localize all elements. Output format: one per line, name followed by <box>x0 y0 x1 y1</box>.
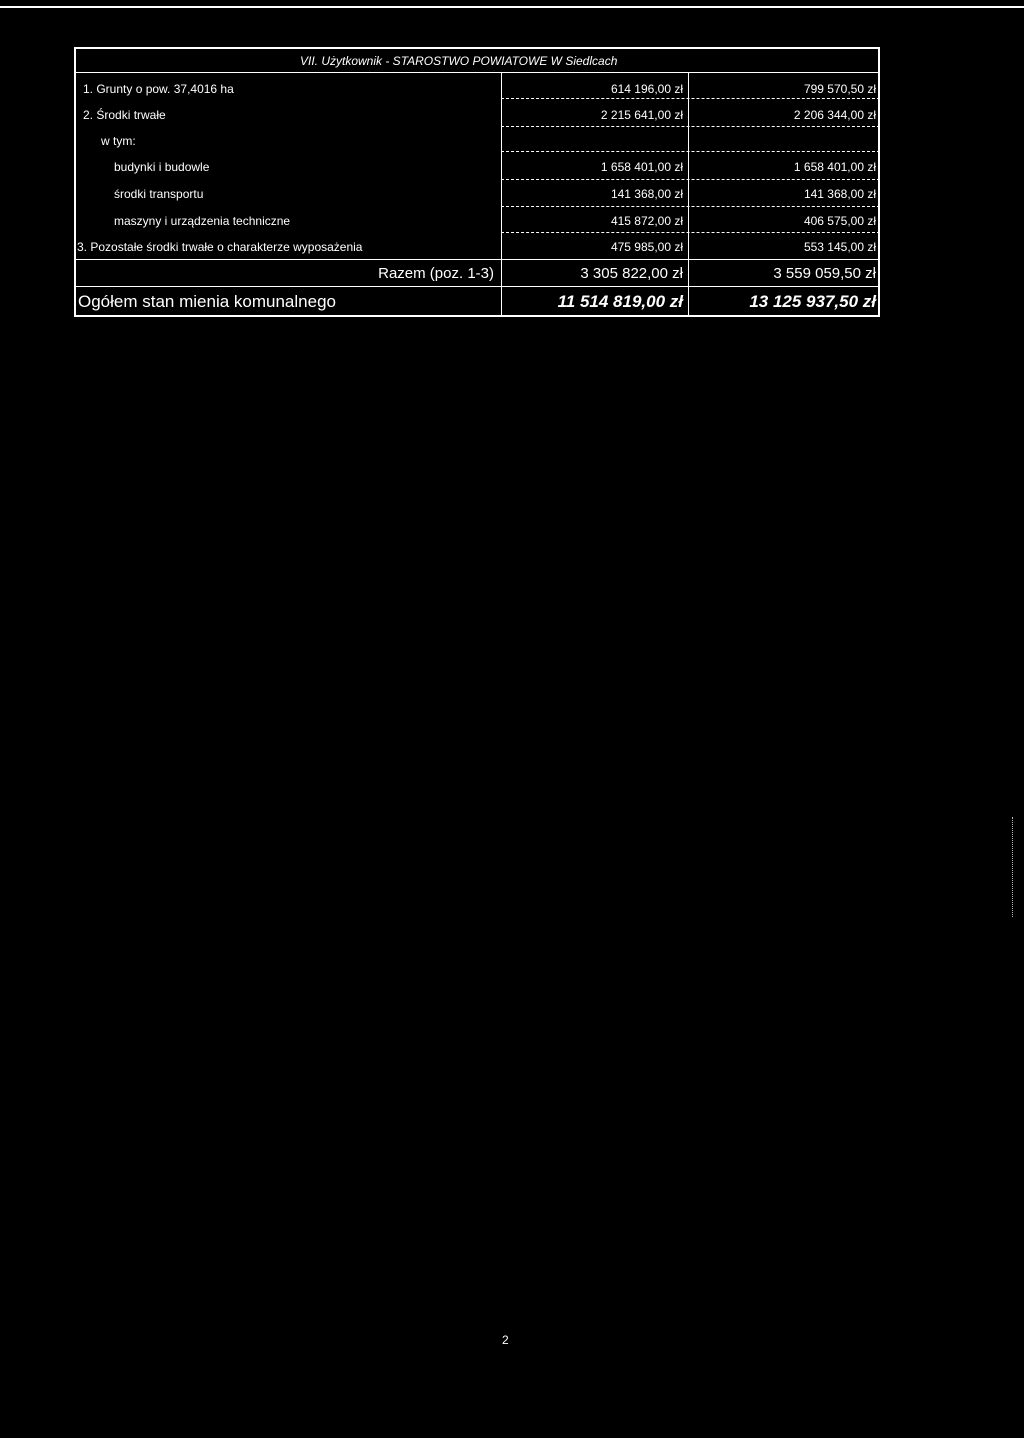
row-label: maszyny i urządzenia techniczne <box>114 214 291 228</box>
page-number: 2 <box>502 1333 509 1347</box>
grand-total-value-2: 13 125 937,50 zł <box>749 292 876 311</box>
row-value-1: 415 872,00 zł <box>610 214 683 228</box>
property-table <box>74 47 880 317</box>
row-value-2: 1 658 401,00 zł <box>793 160 876 174</box>
row-label: 2. Środki trwałe <box>83 108 166 122</box>
row-divider <box>501 232 880 233</box>
row-label: budynki i budowle <box>114 160 210 174</box>
row-value-2: 141 368,00 zł <box>803 187 876 201</box>
row-label: 3. Pozostałe środki trwałe o charakterze wyposażenia <box>77 240 363 254</box>
row-divider <box>501 151 880 152</box>
total-label: Razem (poz. 1-3) <box>378 265 494 282</box>
grand-total-value-1: 11 514 819,00 zł <box>557 292 683 311</box>
row-divider <box>501 126 880 127</box>
grand-total-label: Ogółem stan mienia komunalnego <box>78 292 336 311</box>
row-value-1: 2 215 641,00 zł <box>600 108 683 122</box>
row-divider <box>501 179 880 180</box>
row-value-2: 553 145,00 zł <box>803 240 876 254</box>
total-separator <box>74 259 880 260</box>
row-value-2: 799 570,50 zł <box>803 82 876 96</box>
grand-total-separator <box>74 286 880 287</box>
row-value-1: 614 196,00 zł <box>610 82 683 96</box>
row-value-1: 1 658 401,00 zł <box>600 160 683 174</box>
total-value-1: 3 305 822,00 zł <box>580 265 683 282</box>
top-rule <box>0 6 1024 8</box>
row-label: w tym: <box>101 134 136 148</box>
row-value-2: 2 206 344,00 zł <box>793 108 876 122</box>
row-value-1: 475 985,00 zł <box>610 240 683 254</box>
total-value-2: 3 559 059,50 zł <box>773 265 876 282</box>
row-label: środki transportu <box>114 187 204 201</box>
row-divider <box>501 206 880 207</box>
row-divider <box>501 98 880 99</box>
title-separator <box>74 72 880 73</box>
row-value-2: 406 575,00 zł <box>803 214 876 228</box>
scan-artifact <box>1012 817 1015 917</box>
row-label: 1. Grunty o pow. 37,4016 ha <box>83 82 234 96</box>
table-title: VII. Użytkownik - STAROSTWO POWIATOWE W Siedlcach <box>300 54 618 68</box>
row-value-1: 141 368,00 zł <box>610 187 683 201</box>
